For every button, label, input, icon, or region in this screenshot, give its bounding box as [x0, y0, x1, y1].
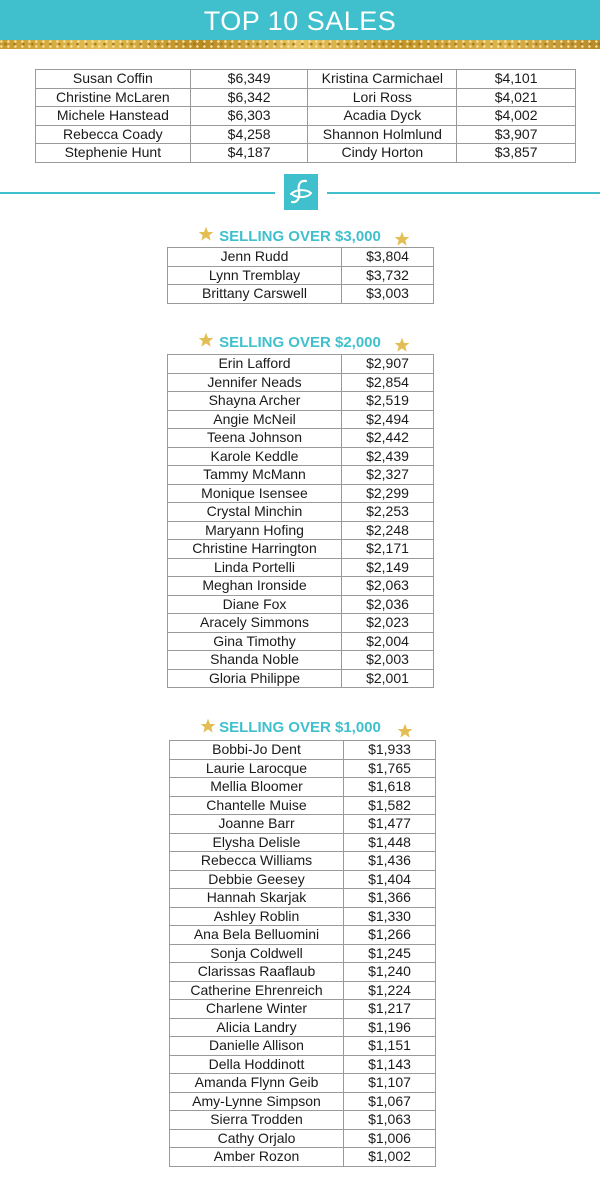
seller-name: Angie McNeil [168, 410, 342, 429]
seller-name: Kristina Carmichael [308, 70, 457, 89]
tier-title: SELLING OVER $1,000 [219, 719, 381, 736]
seller-name: Laurie Larocque [170, 759, 344, 778]
seller-name: Stephenie Hunt [36, 144, 191, 163]
seller-amount: $4,187 [190, 144, 308, 163]
seller-amount: $4,021 [457, 88, 576, 107]
seller-amount: $2,023 [342, 614, 434, 633]
table-row [168, 577, 434, 596]
seller-name: Karole Keddle [168, 447, 342, 466]
seller-amount: $2,149 [342, 558, 434, 577]
seller-amount: $2,299 [342, 484, 434, 503]
table-row [170, 870, 436, 889]
table-row [168, 503, 434, 522]
gold-glitter-banner [0, 40, 600, 49]
table-row [36, 144, 576, 163]
seller-amount: $1,002 [344, 1148, 436, 1167]
table-row [170, 815, 436, 834]
seller-name: Elysha Delisle [170, 833, 344, 852]
seller-name: Ashley Roblin [170, 907, 344, 926]
table-row [168, 355, 434, 374]
table-row [168, 651, 434, 670]
seller-amount: $1,477 [344, 815, 436, 834]
seller-name: Amanda Flynn Geib [170, 1074, 344, 1093]
table-row [170, 1037, 436, 1056]
table-row [170, 759, 436, 778]
seller-name: Teena Johnson [168, 429, 342, 448]
seller-name: Michele Hanstead [36, 107, 191, 126]
seller-amount: $2,494 [342, 410, 434, 429]
seller-name: Hannah Skarjak [170, 889, 344, 908]
table-row [168, 558, 434, 577]
seller-name: Clarissas Raaflaub [170, 963, 344, 982]
star-icon [394, 337, 410, 353]
seller-amount: $2,439 [342, 447, 434, 466]
seller-amount: $1,196 [344, 1018, 436, 1037]
tier-1000-table [169, 740, 436, 1167]
table-row [170, 1074, 436, 1093]
table-row [168, 266, 434, 285]
seller-name: Acadia Dyck [308, 107, 457, 126]
brand-logo-icon [284, 174, 318, 210]
seller-amount: $1,765 [344, 759, 436, 778]
seller-amount: $3,732 [342, 266, 434, 285]
table-row [170, 852, 436, 871]
tier-2000-table [167, 354, 434, 688]
seller-name: Tammy McMann [168, 466, 342, 485]
seller-name: Alicia Landry [170, 1018, 344, 1037]
seller-amount: $3,857 [457, 144, 576, 163]
table-row [168, 410, 434, 429]
table-row [170, 889, 436, 908]
table-row [36, 70, 576, 89]
seller-amount: $1,245 [344, 944, 436, 963]
seller-amount: $3,907 [457, 125, 576, 144]
seller-name: Amy-Lynne Simpson [170, 1092, 344, 1111]
seller-name: Bobbi-Jo Dent [170, 741, 344, 760]
table-row [168, 373, 434, 392]
table-row [170, 1000, 436, 1019]
seller-amount: $2,063 [342, 577, 434, 596]
seller-amount: $1,448 [344, 833, 436, 852]
seller-name: Ana Bela Belluomini [170, 926, 344, 945]
seller-amount: $2,003 [342, 651, 434, 670]
seller-amount: $2,519 [342, 392, 434, 411]
seller-amount: $6,349 [190, 70, 308, 89]
seller-name: Erin Lafford [168, 355, 342, 374]
seller-amount: $1,404 [344, 870, 436, 889]
seller-amount: $2,907 [342, 355, 434, 374]
seller-amount: $4,101 [457, 70, 576, 89]
seller-name: Joanne Barr [170, 815, 344, 834]
seller-name: Crystal Minchin [168, 503, 342, 522]
seller-amount: $2,253 [342, 503, 434, 522]
seller-amount: $1,933 [344, 741, 436, 760]
table-row [170, 1148, 436, 1167]
seller-name: Sonja Coldwell [170, 944, 344, 963]
table-row [170, 907, 436, 926]
seller-name: Lynn Tremblay [168, 266, 342, 285]
table-row [170, 1129, 436, 1148]
seller-amount: $2,248 [342, 521, 434, 540]
seller-amount: $2,327 [342, 466, 434, 485]
table-row [168, 614, 434, 633]
table-row [168, 669, 434, 688]
seller-amount: $1,582 [344, 796, 436, 815]
table-row [168, 447, 434, 466]
seller-name: Cindy Horton [308, 144, 457, 163]
table-row [168, 466, 434, 485]
table-row [168, 285, 434, 304]
seller-name: Meghan Ironside [168, 577, 342, 596]
seller-amount: $1,006 [344, 1129, 436, 1148]
table-row [168, 540, 434, 559]
seller-name: Christine Harrington [168, 540, 342, 559]
seller-name: Jenn Rudd [168, 248, 342, 267]
seller-name: Lori Ross [308, 88, 457, 107]
seller-name: Aracely Simmons [168, 614, 342, 633]
seller-name: Sierra Trodden [170, 1111, 344, 1130]
seller-amount: $3,003 [342, 285, 434, 304]
seller-amount: $1,224 [344, 981, 436, 1000]
table-row [170, 1018, 436, 1037]
table-row [170, 926, 436, 945]
seller-amount: $1,151 [344, 1037, 436, 1056]
table-row [36, 88, 576, 107]
seller-name: Linda Portelli [168, 558, 342, 577]
table-row [168, 595, 434, 614]
table-row [168, 248, 434, 267]
seller-amount: $1,143 [344, 1055, 436, 1074]
table-row [168, 632, 434, 651]
table-row [170, 963, 436, 982]
page-title: TOP 10 SALES [203, 6, 397, 36]
seller-name: Catherine Ehrenreich [170, 981, 344, 1000]
table-row [168, 392, 434, 411]
seller-amount: $2,854 [342, 373, 434, 392]
seller-amount: $1,240 [344, 963, 436, 982]
tier-title: SELLING OVER $2,000 [219, 334, 381, 351]
table-row [170, 944, 436, 963]
seller-name: Susan Coffin [36, 70, 191, 89]
seller-amount: $1,063 [344, 1111, 436, 1130]
seller-amount: $1,618 [344, 778, 436, 797]
seller-name: Debbie Geesey [170, 870, 344, 889]
seller-name: Maryann Hofing [168, 521, 342, 540]
seller-name: Della Hoddinott [170, 1055, 344, 1074]
seller-name: Danielle Allison [170, 1037, 344, 1056]
seller-name: Charlene Winter [170, 1000, 344, 1019]
seller-amount: $1,107 [344, 1074, 436, 1093]
seller-amount: $1,436 [344, 852, 436, 871]
table-row [170, 1055, 436, 1074]
seller-name: Mellia Bloomer [170, 778, 344, 797]
table-row [36, 125, 576, 144]
tier-3000-table [167, 247, 434, 304]
seller-name: Amber Rozon [170, 1148, 344, 1167]
table-row [168, 521, 434, 540]
seller-amount: $6,342 [190, 88, 308, 107]
seller-amount: $2,004 [342, 632, 434, 651]
seller-name: Brittany Carswell [168, 285, 342, 304]
seller-amount: $1,366 [344, 889, 436, 908]
table-row [170, 1092, 436, 1111]
table-row [170, 778, 436, 797]
tier-title: SELLING OVER $3,000 [219, 228, 381, 245]
top-10-sales-table [35, 69, 576, 163]
seller-amount: $1,067 [344, 1092, 436, 1111]
table-row [170, 741, 436, 760]
table-row [170, 1111, 436, 1130]
seller-name: Christine McLaren [36, 88, 191, 107]
seller-amount: $4,002 [457, 107, 576, 126]
seller-amount: $2,036 [342, 595, 434, 614]
seller-name: Shanda Noble [168, 651, 342, 670]
seller-name: Shayna Archer [168, 392, 342, 411]
seller-amount: $2,171 [342, 540, 434, 559]
seller-amount: $4,258 [190, 125, 308, 144]
seller-name: Jennifer Neads [168, 373, 342, 392]
seller-amount: $6,303 [190, 107, 308, 126]
seller-name: Cathy Orjalo [170, 1129, 344, 1148]
table-row [170, 833, 436, 852]
seller-name: Rebecca Coady [36, 125, 191, 144]
seller-name: Chantelle Muise [170, 796, 344, 815]
table-row [36, 107, 576, 126]
seller-name: Rebecca Williams [170, 852, 344, 871]
seller-amount: $1,330 [344, 907, 436, 926]
star-icon [397, 723, 413, 739]
seller-amount: $1,266 [344, 926, 436, 945]
seller-amount: $1,217 [344, 1000, 436, 1019]
seller-name: Gloria Philippe [168, 669, 342, 688]
seller-name: Monique Isensee [168, 484, 342, 503]
seller-amount: $2,001 [342, 669, 434, 688]
seller-amount: $3,804 [342, 248, 434, 267]
seller-name: Diane Fox [168, 595, 342, 614]
table-row [170, 981, 436, 1000]
star-icon [394, 231, 410, 247]
seller-name: Gina Timothy [168, 632, 342, 651]
page-header [0, 0, 600, 40]
table-row [168, 429, 434, 448]
table-row [168, 484, 434, 503]
seller-name: Shannon Holmlund [308, 125, 457, 144]
table-row [170, 796, 436, 815]
seller-amount: $2,442 [342, 429, 434, 448]
